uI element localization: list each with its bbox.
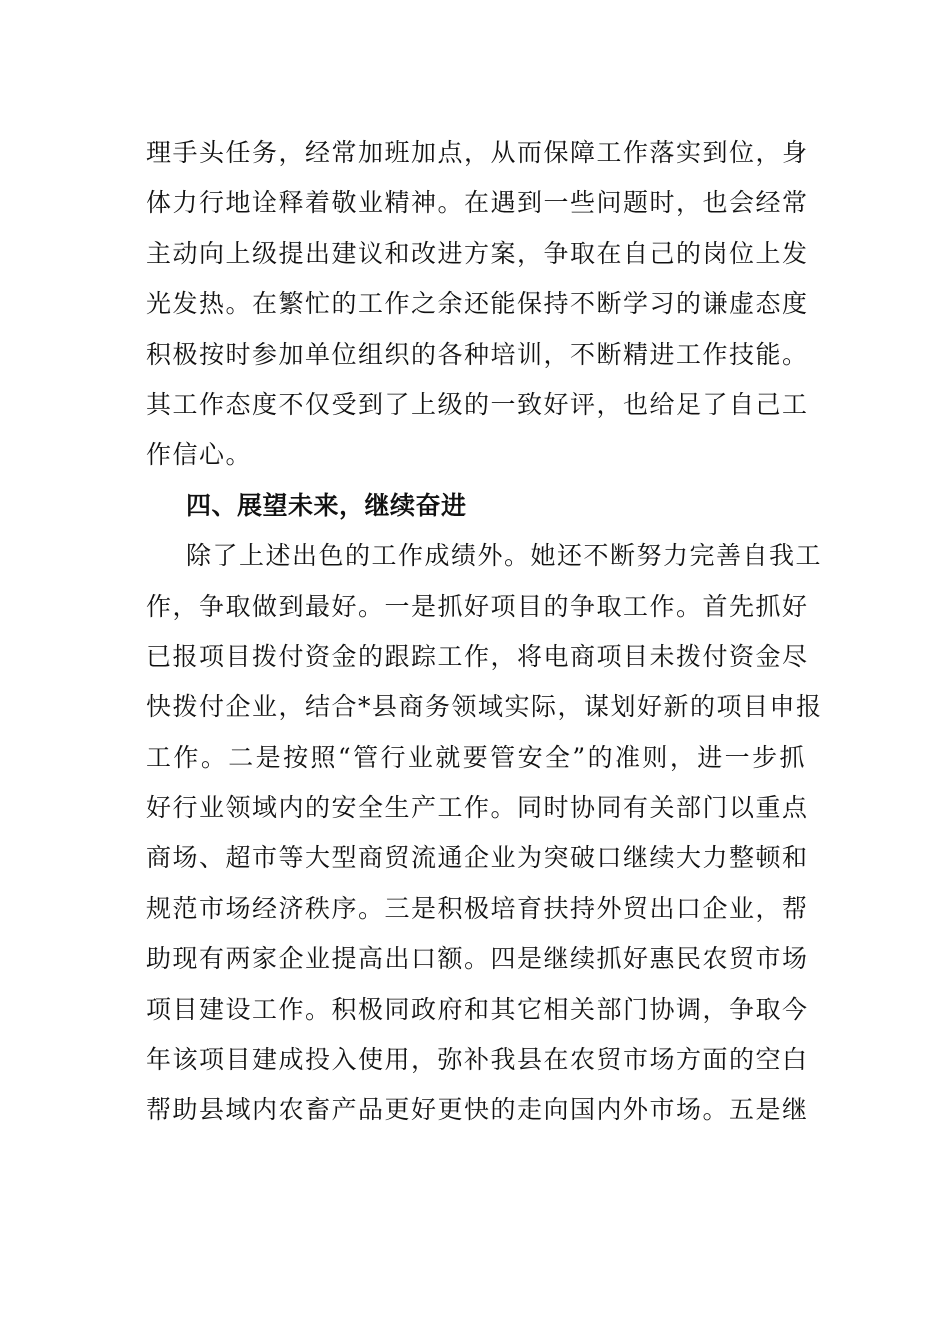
- body-line: 工作。二是按照“管行业就要管安全”的准则，进一步抓: [146, 742, 806, 772]
- body-line: 年该项目建成投入使用，弥补我县在农贸市场方面的空白: [146, 1045, 809, 1075]
- body-line: 理手头任务，经常加班加点，从而保障工作落实到位，身: [146, 138, 809, 167]
- body-line: 帮助县域内农畜产品更好更快的走向国内外市场。五是继: [146, 1095, 809, 1125]
- section-heading: 四、展望未来，继续奋进: [186, 490, 467, 520]
- document-body: [146, 128, 823, 1136]
- body-line: 光发热。在繁忙的工作之余还能保持不断学习的谦虚态度: [146, 289, 809, 319]
- paragraph-first-line: 除了上述出色的工作成绩外。她还不断努力完善自我工: [186, 541, 823, 571]
- body-line: 作信心。: [146, 440, 253, 470]
- body-line: 快拨付企业，结合*县商务领域实际，谋划好新的项目申报: [146, 692, 823, 722]
- body-line: 规范市场经济秩序。三是积极培育扶持外贸出口企业，帮: [146, 893, 809, 923]
- body-line: 项目建设工作。积极同政府和其它相关部门协调，争取今: [146, 994, 809, 1024]
- body-line: 好行业领域内的安全生产工作。同时协同有关部门以重点: [146, 793, 809, 823]
- body-line: 已报项目拨付资金的跟踪工作，将电商项目未拨付资金尽: [146, 641, 809, 671]
- body-line: 其工作态度不仅受到了上级的一致好评，也给足了自己工: [146, 389, 809, 419]
- body-line: 体力行地诠释着敬业精神。在遇到一些问题时，也会经常: [146, 188, 809, 218]
- body-line: 主动向上级提出建议和改进方案，争取在自己的岗位上发: [146, 238, 809, 268]
- body-line: 积极按时参加单位组织的各种培训，不断精进工作技能。: [146, 339, 809, 369]
- body-line: 助现有两家企业提高出口额。四是继续抓好惠民农贸市场: [146, 944, 809, 974]
- body-line: 作，争取做到最好。一是抓好项目的争取工作。首先抓好: [146, 591, 809, 621]
- body-line: 商场、超市等大型商贸流通企业为突破口继续大力整顿和: [146, 843, 809, 873]
